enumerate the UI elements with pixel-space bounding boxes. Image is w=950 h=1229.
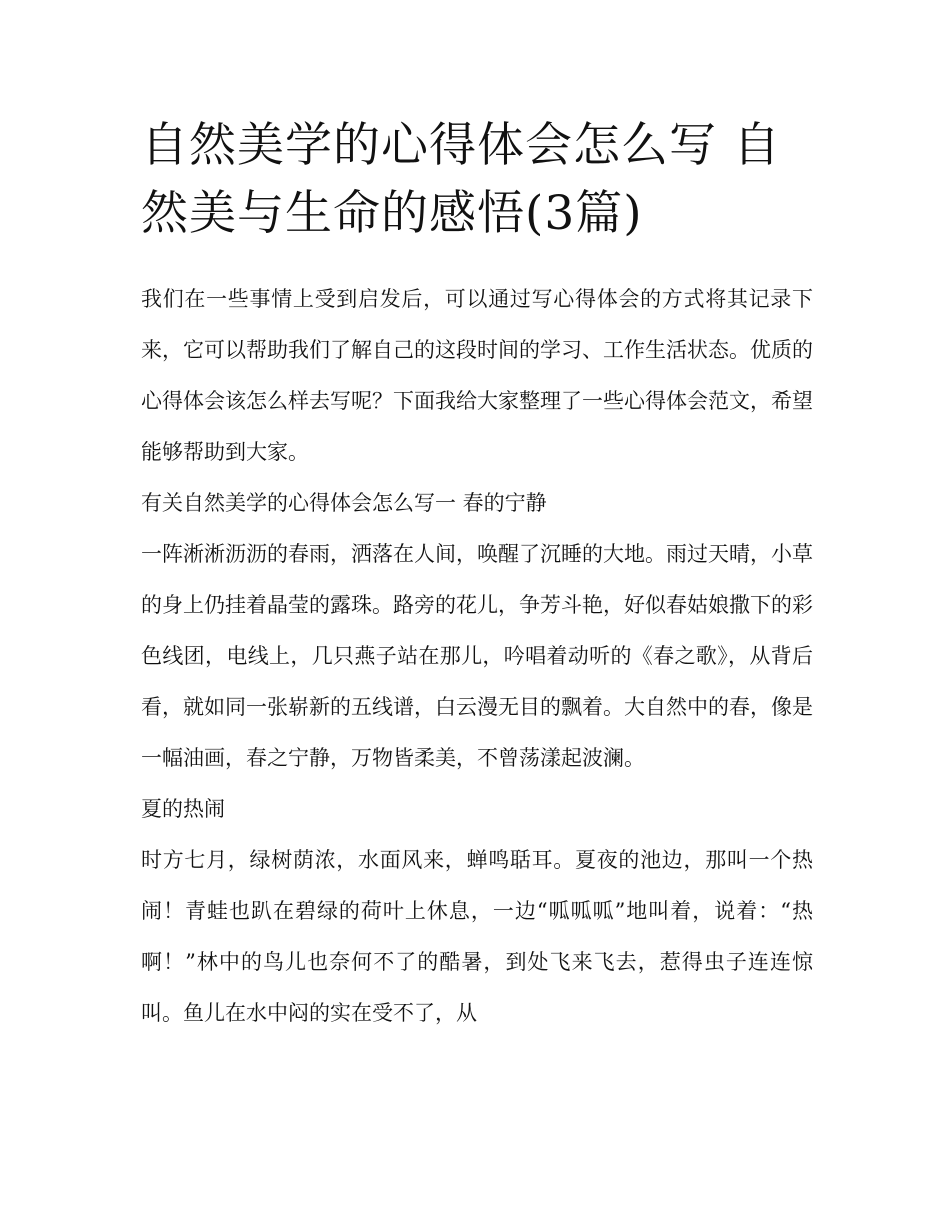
- intro-paragraph: 我们在一些事情上受到启发后，可以通过写心得体会的方式将其记录下来，它可以帮助我们了解自己的这段时间的学习、工作生活状态。优质的心得体会该怎么样去写呢？下面我给大家整理了一些心得体会范文，希望能够帮助到大家。: [141, 287, 813, 464]
- spring-paragraph: 一阵淅淅沥沥的春雨，洒落在人间，唤醒了沉睡的大地。雨过天晴，小草的身上仍挂着晶莹的露珠。路旁的花儿，争芳斗艳，好似春姑娘撒下的彩色线团，电线上，几只燕子站在那儿，吟唱着动听的《春之歌》，从背后看，就如同一张崭新的五线谱，白云漫无目的飘着。大自然中的春，像是一幅油画，春之宁静，万物皆柔美，不曾荡漾起波澜。: [141, 542, 813, 770]
- section-heading-summer: 夏的热闹: [141, 797, 225, 821]
- document-body: [141, 112, 813, 1039]
- document-title: 自然美学的心得体会怎么写 自然美与生命的感悟(3篇): [141, 118, 781, 241]
- section-heading-spring: 有关自然美学的心得体会怎么写一 春的宁静: [141, 491, 547, 515]
- summer-paragraph: 时方七月，绿树荫浓，水面风来，蝉鸣聒耳。夏夜的池边，那叫一个热闹！青蛙也趴在碧绿的荷叶上休息，一边“呱呱呱”地叫着，说着：“热啊！”林中的鸟儿也奈何不了的酷暑，到处飞来飞去，惹得虫子连连惊叫。鱼儿在水中闷的实在受不了，从: [141, 848, 813, 1025]
